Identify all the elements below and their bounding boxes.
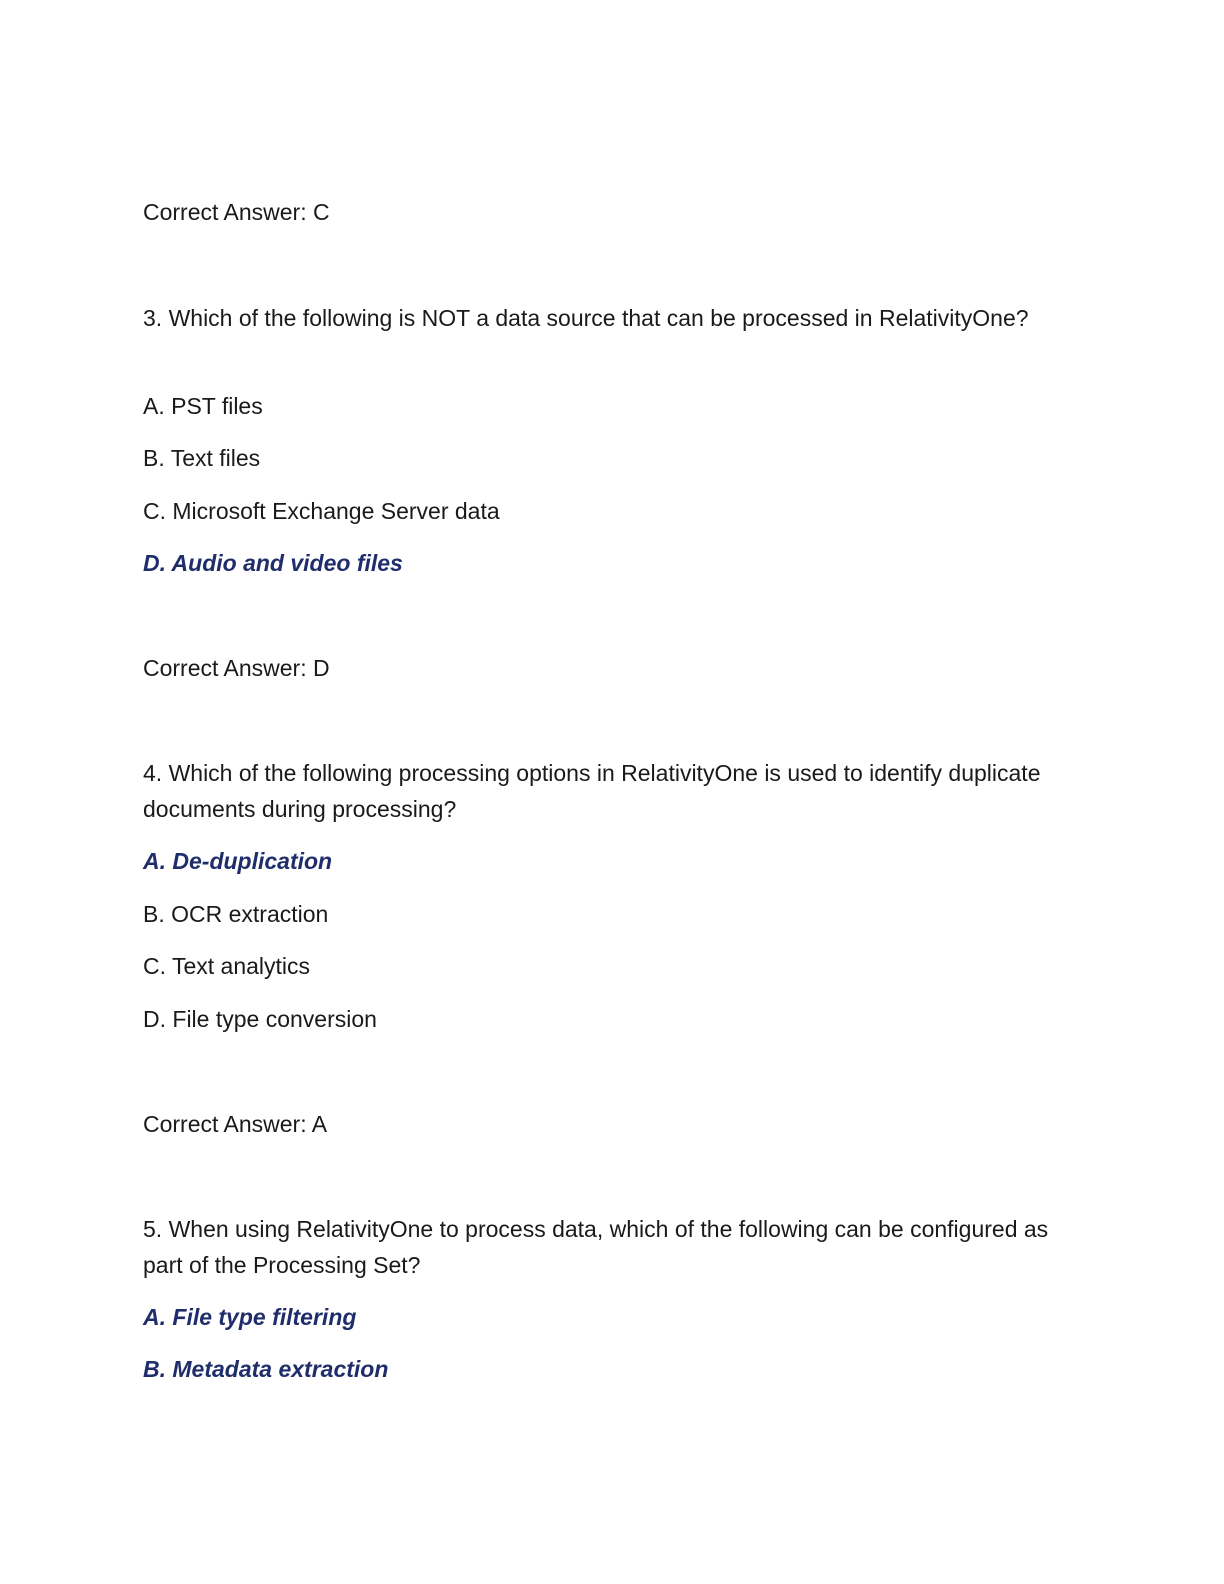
question-3-text: 3. Which of the following is NOT a data source that can be processed in RelativityOne?: [143, 305, 1029, 331]
question-4-option-c: C. Text analytics: [143, 953, 311, 979]
correct-answer-previous: Correct Answer: C: [143, 199, 330, 225]
question-4-option-d: D. File type conversion: [143, 1006, 377, 1032]
question-3-option-c: C. Microsoft Exchange Server data: [143, 498, 500, 524]
question-3-option-d-correct: D. Audio and video files: [143, 550, 403, 576]
question-3-option-a: A. PST files: [143, 393, 263, 419]
question-4-option-a-correct: A. De-duplication: [143, 848, 333, 874]
question-4-text: 4. Which of the following processing options in RelativityOne is used to identify duplicate documents during processing?: [143, 760, 1041, 822]
question-5-option-b-correct: B. Metadata extraction: [143, 1356, 389, 1382]
question-4-option-b: B. OCR extraction: [143, 901, 329, 927]
correct-answer-question-3: Correct Answer: D: [143, 655, 330, 681]
correct-answer-question-4: Correct Answer: A: [143, 1111, 328, 1137]
question-5-option-a-correct: A. File type filtering: [143, 1304, 357, 1330]
question-5-text: 5. When using RelativityOne to process data, which of the following can be configured as part of the Processing Set?: [143, 1216, 1049, 1278]
question-3-option-b: B. Text files: [143, 445, 261, 471]
